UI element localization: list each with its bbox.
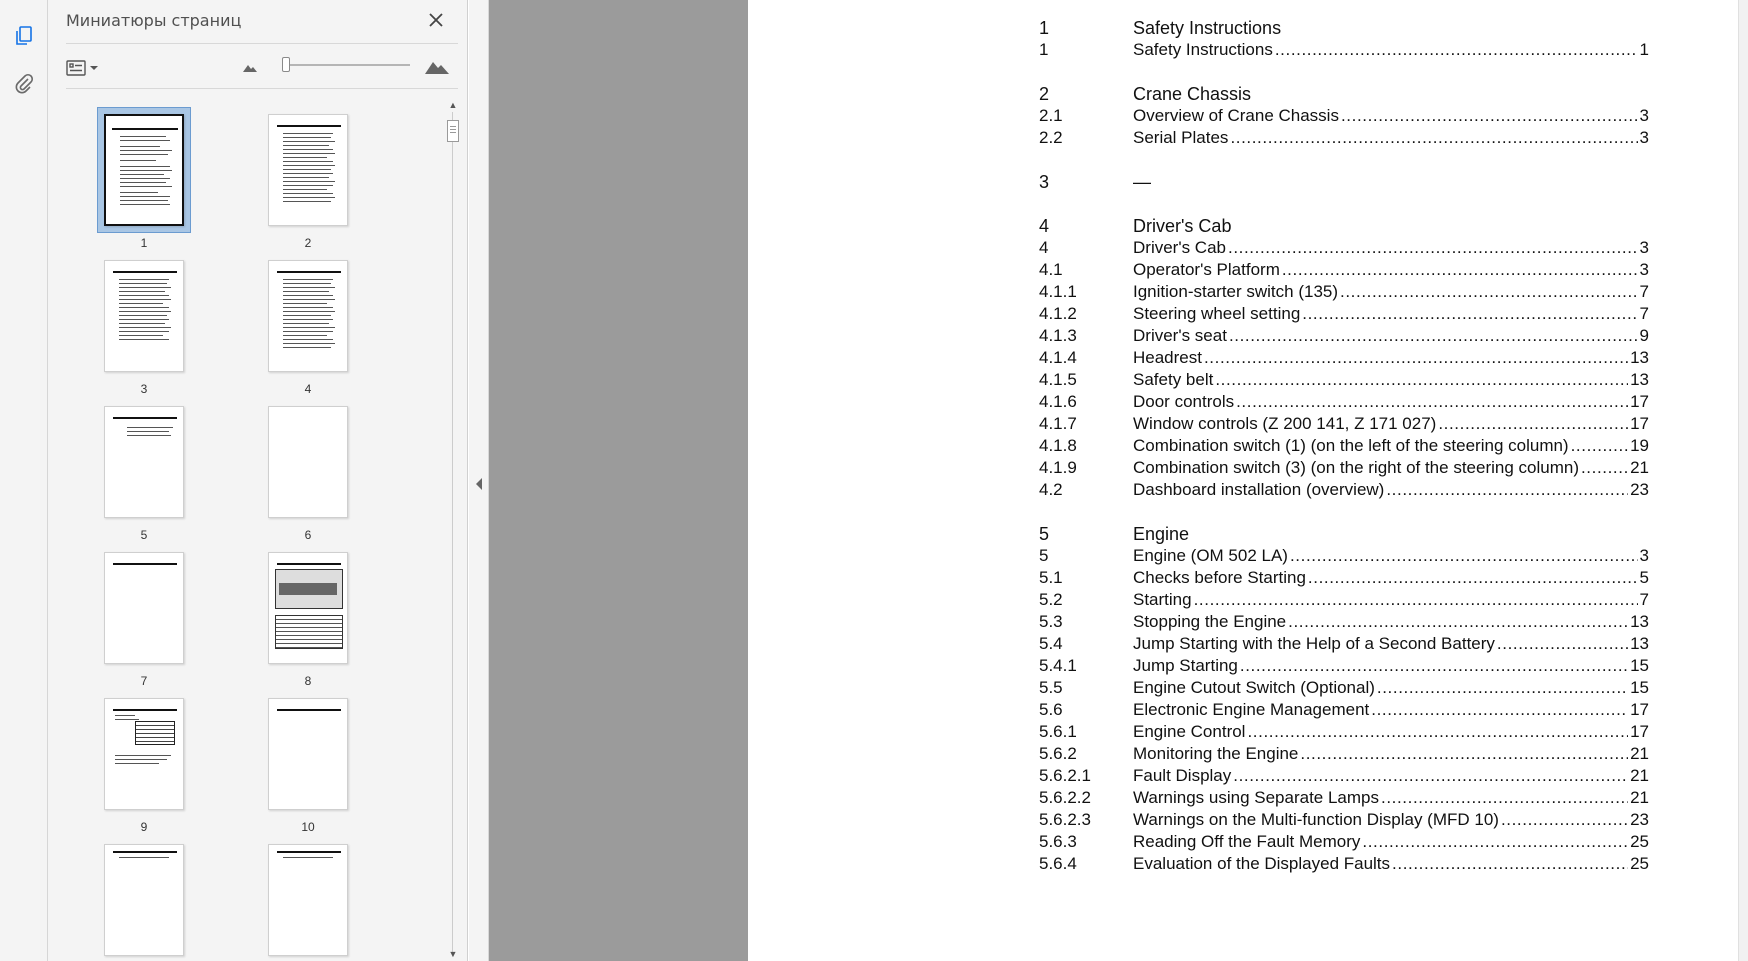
toc-page-number: 7 bbox=[1639, 282, 1649, 301]
toc-page-number: 25 bbox=[1630, 854, 1649, 873]
toc-number: 2.1 bbox=[1039, 106, 1063, 125]
toc-title: Electronic Engine Management bbox=[1133, 700, 1370, 719]
toc-entry bbox=[1039, 128, 1649, 150]
toc-number: 5 bbox=[1039, 524, 1050, 544]
toc-leader-dots bbox=[1229, 326, 1638, 346]
thumbnail-number: 1 bbox=[140, 236, 148, 250]
toc-title: Crane Chassis bbox=[1133, 84, 1252, 104]
panel-collapse-strip bbox=[469, 0, 489, 961]
toc-section-heading bbox=[1039, 216, 1649, 238]
toc-number: 5.6.4 bbox=[1039, 854, 1077, 873]
toc-title: — bbox=[1133, 172, 1151, 192]
thumbnail-number: 7 bbox=[140, 674, 148, 688]
toc-title: Fault Display bbox=[1133, 766, 1232, 785]
toc-page-number: 3 bbox=[1639, 260, 1649, 279]
toc-title: Headrest bbox=[1133, 348, 1202, 367]
toc-number: 4.1.8 bbox=[1039, 436, 1077, 455]
thumbnails-panel bbox=[48, 0, 468, 961]
page-preview bbox=[104, 260, 184, 372]
toc-leader-dots bbox=[1501, 810, 1628, 830]
toc-page-number: 3 bbox=[1639, 128, 1649, 147]
toc-leader-dots bbox=[1282, 260, 1638, 280]
scroll-down-icon[interactable]: ▼ bbox=[448, 949, 458, 959]
toc-entry bbox=[1039, 480, 1649, 502]
toc-entry bbox=[1039, 370, 1649, 392]
thumbnail-number: 2 bbox=[304, 236, 312, 250]
thumbnails-scrollbar[interactable] bbox=[445, 98, 461, 961]
toc-page-number: 23 bbox=[1630, 480, 1649, 499]
toc-leader-dots bbox=[1236, 392, 1628, 412]
toc-title: Door controls bbox=[1133, 392, 1235, 411]
scroll-up-icon[interactable]: ▲ bbox=[448, 100, 458, 110]
toc-title: Combination switch (1) (on the left of the steering column) bbox=[1133, 436, 1569, 455]
thumbnail-number: 5 bbox=[140, 528, 148, 542]
toc-leader-dots bbox=[1438, 414, 1628, 434]
toc-leader-dots bbox=[1302, 304, 1637, 324]
toc-entry bbox=[1039, 854, 1649, 876]
toc-leader-dots bbox=[1571, 436, 1628, 456]
toc-leader-dots bbox=[1581, 458, 1628, 478]
toc-page-number: 13 bbox=[1630, 370, 1649, 389]
toc-entry bbox=[1039, 612, 1649, 634]
list-options-icon bbox=[66, 60, 86, 76]
toc-title: Driver's seat bbox=[1133, 326, 1227, 345]
toc-number: 4.1.6 bbox=[1039, 392, 1077, 411]
collapse-panel-icon[interactable] bbox=[474, 474, 484, 494]
toc-page-number: 17 bbox=[1630, 722, 1649, 741]
toc-entry bbox=[1039, 634, 1649, 656]
toc-entry bbox=[1039, 590, 1649, 612]
toc-number: 4 bbox=[1039, 216, 1050, 236]
toc-number: 4.1.3 bbox=[1039, 326, 1077, 345]
toc-page-number: 7 bbox=[1639, 304, 1649, 323]
toc-leader-dots bbox=[1275, 40, 1638, 60]
toc-leader-dots bbox=[1233, 766, 1628, 786]
toc-page-number: 3 bbox=[1639, 546, 1649, 565]
toc-title: Operator's Platform bbox=[1133, 260, 1280, 279]
toc-leader-dots bbox=[1288, 612, 1628, 632]
toc-number: 5.6.2.3 bbox=[1039, 810, 1091, 829]
toc-entry bbox=[1039, 700, 1649, 722]
toc-section-heading bbox=[1039, 84, 1649, 106]
toc-number: 5.1 bbox=[1039, 568, 1063, 587]
toc-title: Dashboard installation (overview) bbox=[1133, 480, 1385, 499]
toc-leader-dots bbox=[1240, 656, 1628, 676]
toc-title: Jump Starting bbox=[1133, 656, 1238, 675]
toc-page-number: 17 bbox=[1630, 392, 1649, 411]
thumbnails-list bbox=[66, 98, 444, 961]
toc-leader-dots bbox=[1386, 480, 1628, 500]
toc-leader-dots bbox=[1308, 568, 1638, 588]
toc-title: Engine Control bbox=[1133, 722, 1246, 741]
toc-title: Monitoring the Engine bbox=[1133, 744, 1299, 763]
page-preview bbox=[268, 698, 348, 810]
toc-entry bbox=[1039, 744, 1649, 766]
toc-number: 4.1.1 bbox=[1039, 282, 1077, 301]
toc-number: 5.6 bbox=[1039, 700, 1063, 719]
toc-leader-dots bbox=[1392, 854, 1628, 874]
toc-section-heading bbox=[1039, 18, 1649, 40]
toc-section-heading bbox=[1039, 172, 1649, 194]
toc-title: Overview of Crane Chassis bbox=[1133, 106, 1339, 125]
toc-page-number: 3 bbox=[1639, 238, 1649, 257]
toc-page-number: 21 bbox=[1630, 766, 1649, 785]
thumbnail-number: 6 bbox=[304, 528, 312, 542]
toc-section-heading bbox=[1039, 524, 1649, 546]
toc-title: Starting bbox=[1133, 590, 1192, 609]
toc-entry bbox=[1039, 722, 1649, 744]
page-preview bbox=[268, 844, 348, 956]
toc-number: 5.5 bbox=[1039, 678, 1063, 697]
toc-entry bbox=[1039, 392, 1649, 414]
toc-page-number: 5 bbox=[1639, 568, 1649, 587]
toc-title: Steering wheel setting bbox=[1133, 304, 1301, 323]
toc-leader-dots bbox=[1215, 370, 1628, 390]
toc-title: Warnings on the Multi-function Display (MFD 10) bbox=[1133, 810, 1499, 829]
toc-page-number: 15 bbox=[1630, 678, 1649, 697]
toc-entry bbox=[1039, 766, 1649, 788]
page-preview bbox=[104, 552, 184, 664]
toc-leader-dots bbox=[1194, 590, 1638, 610]
toc-entry bbox=[1039, 568, 1649, 590]
toc-number: 4.1 bbox=[1039, 260, 1063, 279]
toc-leader-dots bbox=[1371, 700, 1628, 720]
toc-entry bbox=[1039, 326, 1649, 348]
toc-entry bbox=[1039, 348, 1649, 370]
toc-number: 5 bbox=[1039, 546, 1049, 565]
toc-number: 4.1.5 bbox=[1039, 370, 1077, 389]
page-thumbnails-icon[interactable] bbox=[10, 22, 38, 50]
panel-divider-2 bbox=[66, 88, 458, 89]
page-preview bbox=[104, 844, 184, 956]
toc-number: 4.1.4 bbox=[1039, 348, 1077, 367]
toc-number: 5.6.1 bbox=[1039, 722, 1077, 741]
toc-entry bbox=[1039, 678, 1649, 700]
toc-leader-dots bbox=[1497, 634, 1628, 654]
toc-number: 3 bbox=[1039, 172, 1050, 192]
toc-number: 2 bbox=[1039, 84, 1050, 104]
thumbnail-number: 8 bbox=[304, 674, 312, 688]
toc-page-number: 9 bbox=[1639, 326, 1649, 345]
thumbnail-number: 3 bbox=[140, 382, 148, 396]
toc-title: Driver's Cab bbox=[1133, 216, 1232, 236]
toc-title: Engine bbox=[1133, 524, 1190, 544]
toc-number: 4.1.7 bbox=[1039, 414, 1077, 433]
page-preview bbox=[104, 114, 184, 226]
toc-number: 5.2 bbox=[1039, 590, 1063, 609]
toc-number: 5.4 bbox=[1039, 634, 1063, 653]
toc-title: Engine (OM 502 LA) bbox=[1133, 546, 1288, 565]
toc-number: 5.4.1 bbox=[1039, 656, 1077, 675]
toc-title: Ignition-starter switch (135) bbox=[1133, 282, 1339, 301]
toc-entry bbox=[1039, 414, 1649, 436]
toc-spacer bbox=[1039, 194, 1649, 216]
toc-number: 5.6.3 bbox=[1039, 832, 1077, 851]
toc-title: Checks before Starting bbox=[1133, 568, 1306, 587]
toc-title: Window controls (Z 200 141, Z 171 027) bbox=[1133, 414, 1437, 433]
toc-entry bbox=[1039, 260, 1649, 282]
toc-number: 1 bbox=[1039, 18, 1050, 38]
toc-leader-dots bbox=[1340, 282, 1638, 302]
toc-entry bbox=[1039, 238, 1649, 260]
page-preview bbox=[268, 406, 348, 518]
zoom-in-thumbnails-icon[interactable] bbox=[424, 57, 450, 75]
close-icon[interactable] bbox=[425, 9, 447, 31]
toc-page-number: 13 bbox=[1630, 612, 1649, 631]
page-preview bbox=[104, 406, 184, 518]
scrollbar-thumb[interactable] bbox=[447, 120, 459, 142]
toc-title: Warnings using Separate Lamps bbox=[1133, 788, 1380, 807]
thumbnail-number: 9 bbox=[140, 820, 148, 834]
toc-title: Reading Off the Fault Memory bbox=[1133, 832, 1361, 851]
page-preview bbox=[268, 552, 348, 664]
toc-title: Engine Cutout Switch (Optional) bbox=[1133, 678, 1375, 697]
toc-entry bbox=[1039, 458, 1649, 480]
toc-number: 4.1.9 bbox=[1039, 458, 1077, 477]
toc-entry bbox=[1039, 106, 1649, 128]
toc-number: 5.6.2 bbox=[1039, 744, 1077, 763]
toc-entry bbox=[1039, 810, 1649, 832]
toc-page-number: 13 bbox=[1630, 634, 1649, 653]
toc-number: 4.2 bbox=[1039, 480, 1063, 499]
toc-number: 5.6.2.1 bbox=[1039, 766, 1091, 785]
toc-entry bbox=[1039, 304, 1649, 326]
toc-number: 4.1.2 bbox=[1039, 304, 1077, 323]
toc-page-number: 1 bbox=[1639, 40, 1649, 59]
toc-number: 2.2 bbox=[1039, 128, 1063, 147]
page-preview bbox=[268, 114, 348, 226]
toc-leader-dots bbox=[1381, 788, 1628, 808]
toc-entry bbox=[1039, 546, 1649, 568]
toc-title: Stopping the Engine bbox=[1133, 612, 1287, 631]
toc-page-number: 21 bbox=[1630, 788, 1649, 807]
toc-number: 5.6.2.2 bbox=[1039, 788, 1091, 807]
toc-page-number: 25 bbox=[1630, 832, 1649, 851]
page-preview bbox=[104, 698, 184, 810]
toc-number: 5.3 bbox=[1039, 612, 1063, 631]
toc-page-number: 15 bbox=[1630, 656, 1649, 675]
toc-page-number: 21 bbox=[1630, 458, 1649, 477]
toc-title: Serial Plates bbox=[1133, 128, 1229, 147]
toc-entry bbox=[1039, 40, 1649, 62]
left-tool-rail bbox=[0, 0, 48, 961]
toc-leader-dots bbox=[1341, 106, 1638, 126]
toc-entry bbox=[1039, 656, 1649, 678]
toc-leader-dots bbox=[1247, 722, 1628, 742]
toc-number: 1 bbox=[1039, 40, 1049, 59]
toc-page-number: 13 bbox=[1630, 348, 1649, 367]
toc-page-number: 17 bbox=[1630, 414, 1649, 433]
page-preview bbox=[268, 260, 348, 372]
toc-title: Safety Instructions bbox=[1133, 18, 1282, 38]
toc-page-number: 17 bbox=[1630, 700, 1649, 719]
thumbnail-options-button[interactable] bbox=[66, 56, 106, 80]
toc-title: Evaluation of the Displayed Faults bbox=[1133, 854, 1391, 873]
chevron-down-icon bbox=[90, 65, 98, 71]
toc-leader-dots bbox=[1300, 744, 1628, 764]
toc-page-number: 7 bbox=[1639, 590, 1649, 609]
toc-title: Safety Instructions bbox=[1133, 40, 1273, 59]
toc-number: 4 bbox=[1039, 238, 1049, 257]
scrollbar-track bbox=[452, 112, 453, 952]
toc-leader-dots bbox=[1230, 128, 1637, 148]
toc-page-number: 21 bbox=[1630, 744, 1649, 763]
document-background bbox=[489, 0, 748, 961]
toc-page-number: 19 bbox=[1630, 436, 1649, 455]
toc-entry bbox=[1039, 788, 1649, 810]
zoom-out-thumbnails-icon[interactable] bbox=[242, 61, 258, 73]
toc-title: Jump Starting with the Help of a Second Battery bbox=[1133, 634, 1495, 653]
toc-page-number: 23 bbox=[1630, 810, 1649, 829]
thumbnail-number: 4 bbox=[304, 382, 312, 396]
toc-leader-dots bbox=[1204, 348, 1628, 368]
toc-leader-dots bbox=[1290, 546, 1638, 566]
attachments-icon[interactable] bbox=[10, 70, 38, 98]
toc-title: Combination switch (3) (on the right of the steering column) bbox=[1133, 458, 1579, 477]
panel-divider bbox=[66, 43, 458, 44]
slider-track bbox=[282, 64, 410, 66]
toc-spacer bbox=[1039, 502, 1649, 524]
toc-entry bbox=[1039, 282, 1649, 304]
toc-spacer bbox=[1039, 150, 1649, 172]
document-scrollbar[interactable] bbox=[1738, 0, 1748, 961]
toc-title: Safety belt bbox=[1133, 370, 1214, 389]
toc-page-number: 3 bbox=[1639, 106, 1649, 125]
panel-title: Миниатюры страниц bbox=[66, 11, 242, 30]
slider-handle[interactable] bbox=[282, 57, 290, 72]
table-of-contents bbox=[1039, 18, 1649, 876]
thumbnail-number: 10 bbox=[301, 820, 315, 834]
toc-title: Driver's Cab bbox=[1133, 238, 1226, 257]
toc-entry bbox=[1039, 436, 1649, 458]
toc-spacer bbox=[1039, 62, 1649, 84]
toc-leader-dots bbox=[1377, 678, 1628, 698]
toc-entry bbox=[1039, 832, 1649, 854]
toc-leader-dots bbox=[1228, 238, 1638, 258]
toc-leader-dots bbox=[1362, 832, 1628, 852]
